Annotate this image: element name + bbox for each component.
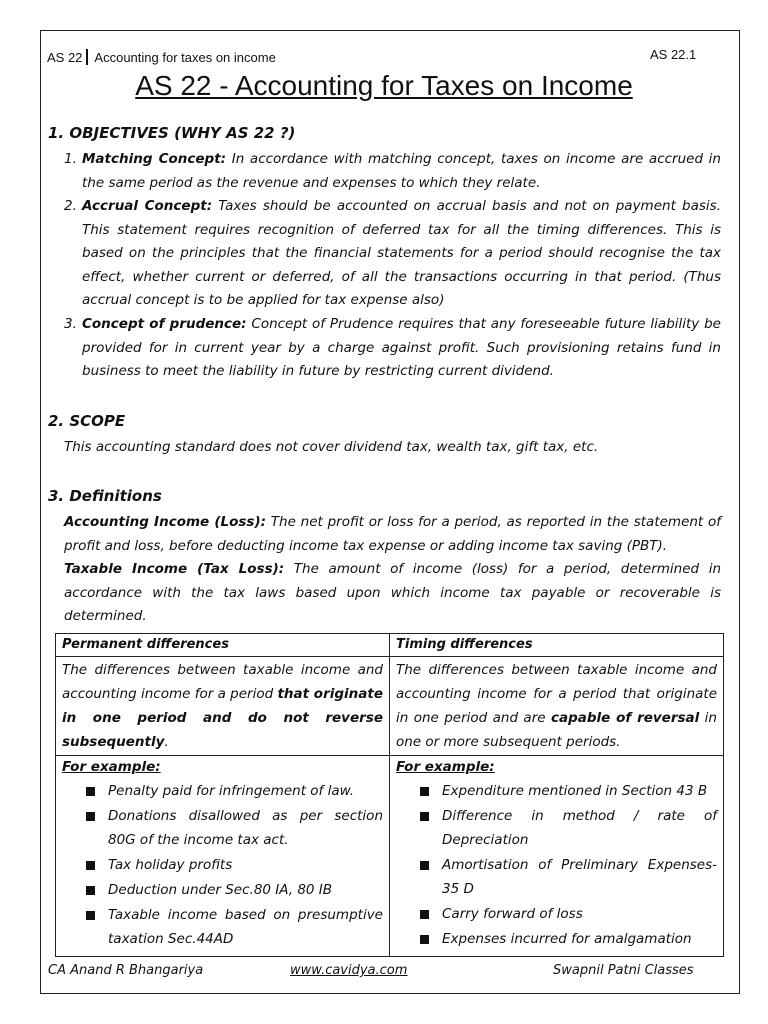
- example-text: Expenses incurred for amalgamation: [442, 931, 692, 947]
- list-item: [62, 779, 383, 803]
- square-bullet-icon: [86, 911, 95, 920]
- scope-heading: 2. SCOPE: [48, 412, 126, 430]
- permanent-example-title: For example:: [62, 759, 161, 775]
- example-text: Difference in method / rate of Depreciation: [442, 808, 717, 848]
- timing-desc-part: The differences between taxable income and accounting income for a period that originate in one period and are: [396, 662, 717, 726]
- objective-2-text: Taxes should be accounted on accrual basis and not on payment basis. This statement requires recognition of deferred tax for all the timing differences. This is based on the principles that the financial statements for a period should recognise the tax effect, whether current or deferred, of all the transactions occurring in that period. (Thus accrual concept is to be applied for tax expense also): [82, 198, 721, 308]
- example-text: Amortisation of Preliminary Expenses- 35 D: [442, 857, 717, 897]
- objective-3-text: Concept of Prudence requires that any foreseeable future liability be provided for in current year by a charge against profit. Such provisioning retains fund in business to meet the liability in future by restricting current dividend.: [82, 316, 721, 379]
- timing-examples: [390, 756, 724, 957]
- objective-3: [82, 313, 721, 384]
- timing-desc-emphasis: capable of reversal: [550, 710, 700, 726]
- timing-description: [390, 657, 724, 756]
- page-title: AS 22 - Accounting for Taxes on Income: [135, 70, 633, 101]
- objective-1: [82, 148, 721, 195]
- objective-3-label: Concept of prudence:: [82, 316, 247, 332]
- running-header: [47, 49, 276, 65]
- square-bullet-icon: [86, 886, 95, 895]
- list-item: [62, 804, 383, 852]
- header-subject: Accounting for taxes on income: [94, 50, 276, 65]
- timing-example-title: For example:: [396, 759, 495, 775]
- timing-heading: Timing differences: [390, 634, 724, 657]
- definition-accounting-income: [64, 511, 721, 558]
- taxable-income-label: Taxable Income (Tax Loss):: [64, 561, 285, 577]
- example-text: Penalty paid for infringement of law.: [108, 783, 355, 799]
- objectives-heading: 1. OBJECTIVES (WHY AS 22 ?): [48, 124, 296, 142]
- scope-text: This accounting standard does not cover dividend tax, wealth tax, gift tax, etc.: [64, 439, 599, 455]
- definitions-heading: 3. Definitions: [48, 487, 162, 505]
- example-text: Donations disallowed as per section 80G of the income tax act.: [108, 808, 383, 848]
- square-bullet-icon: [420, 812, 429, 821]
- example-text: Carry forward of loss: [442, 906, 583, 922]
- permanent-examples: [56, 756, 390, 957]
- square-bullet-icon: [86, 787, 95, 796]
- objective-2-label: Accrual Concept:: [82, 198, 213, 214]
- list-item: [396, 853, 717, 901]
- header-divider: [86, 49, 88, 65]
- square-bullet-icon: [86, 812, 95, 821]
- example-text: Expenditure mentioned in Section 43 B: [442, 783, 708, 799]
- permanent-description: [56, 657, 390, 756]
- footer-website-link[interactable]: www.cavidya.com: [290, 963, 408, 978]
- square-bullet-icon: [420, 935, 429, 944]
- timing-example-list: [396, 779, 717, 951]
- permanent-desc-emphasis: that originate in one period and do not reverse subsequently: [62, 686, 383, 750]
- list-item: [396, 804, 717, 852]
- footer-author: CA Anand R Bhangariya: [48, 963, 204, 978]
- list-item: [396, 902, 717, 926]
- example-text: Deduction under Sec.80 IA, 80 IB: [108, 882, 333, 898]
- objective-1-label: Matching Concept:: [82, 151, 227, 167]
- footer-institute: Swapnil Patni Classes: [553, 963, 694, 978]
- list-item: [62, 878, 383, 902]
- objective-1-number: 1.: [64, 151, 77, 167]
- list-item: [396, 927, 717, 951]
- definition-taxable-income: [64, 558, 721, 629]
- permanent-example-list: [62, 779, 383, 951]
- objective-2: [82, 195, 721, 313]
- example-text: Tax holiday profits: [108, 857, 233, 873]
- permanent-desc-end: .: [164, 734, 169, 750]
- objective-3-number: 3.: [64, 316, 77, 332]
- differences-table: [55, 633, 724, 957]
- header-code: AS 22: [47, 50, 83, 65]
- example-text: Taxable income based on presumptive taxation Sec.44AD: [108, 907, 383, 947]
- table-description-row: [56, 657, 724, 756]
- list-item: [396, 779, 717, 803]
- square-bullet-icon: [420, 787, 429, 796]
- square-bullet-icon: [420, 861, 429, 870]
- table-examples-row: [56, 756, 724, 957]
- taxable-income-text: The amount of income (loss) for a period, determined in accordance with the tax laws based upon which income tax payable or recoverable is determined.: [64, 561, 721, 624]
- objective-2-number: 2.: [64, 198, 77, 214]
- objective-1-text: In accordance with matching concept, taxes on income are accrued in the same period as the revenue and expenses to which they relate.: [82, 151, 721, 191]
- permanent-desc-part: The differences between taxable income and accounting income for a period: [62, 662, 383, 702]
- accounting-income-label: Accounting Income (Loss):: [64, 514, 267, 530]
- table-header-row: [56, 634, 724, 657]
- timing-desc-end: in one or more subsequent periods.: [396, 710, 717, 750]
- square-bullet-icon: [420, 910, 429, 919]
- permanent-heading: Permanent differences: [56, 634, 390, 657]
- list-item: [62, 853, 383, 877]
- list-item: [62, 903, 383, 951]
- accounting-income-text: The net profit or loss for a period, as reported in the statement of profit and loss, before deducting income tax expense or adding income tax saving (PBT).: [64, 514, 721, 554]
- square-bullet-icon: [86, 861, 95, 870]
- page-number: AS 22.1: [650, 47, 697, 62]
